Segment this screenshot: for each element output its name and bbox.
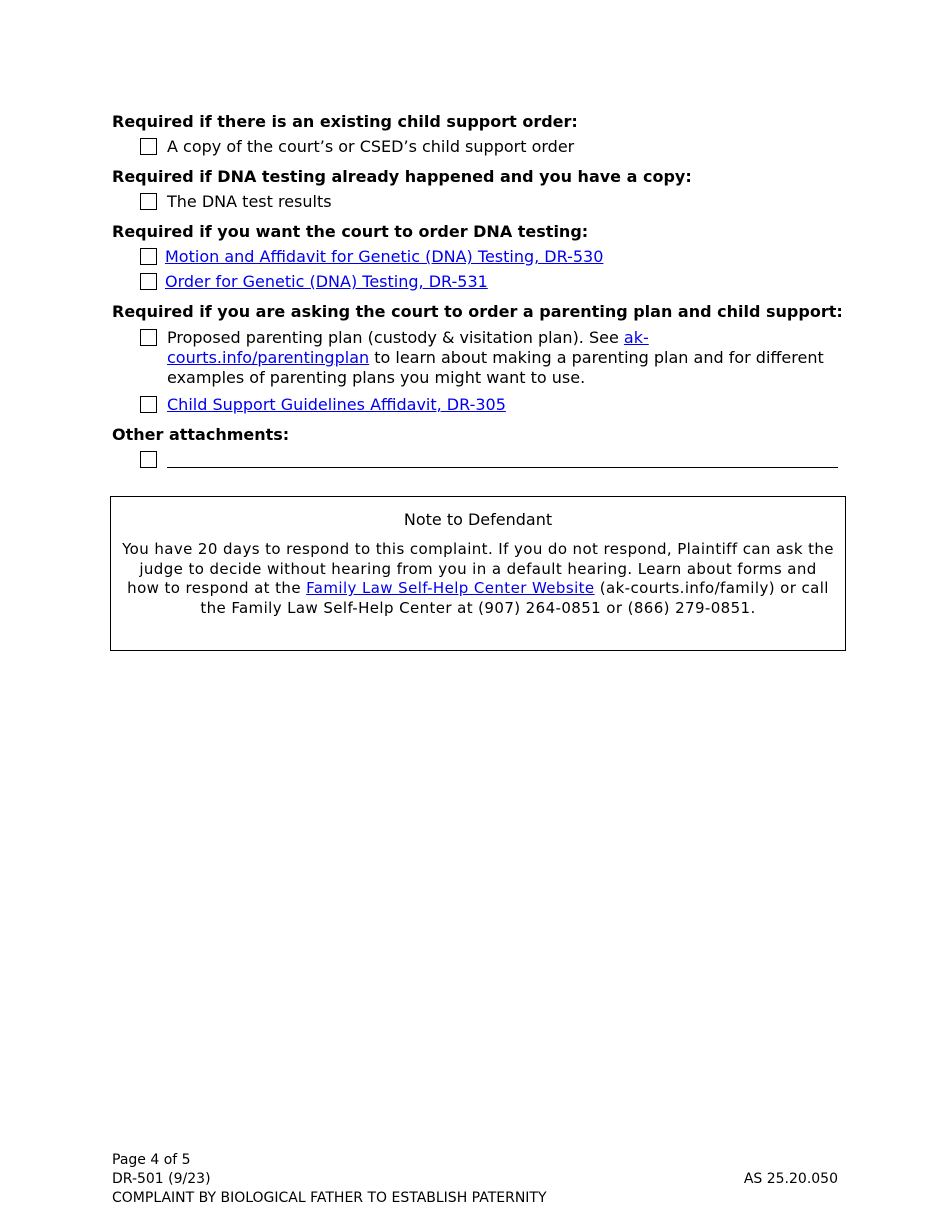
checkbox-dr530[interactable] bbox=[140, 248, 157, 265]
item-label: A copy of the court’s or CSED’s child support order bbox=[167, 137, 575, 156]
link-dr305[interactable]: Child Support Guidelines Affidavit, DR-305 bbox=[167, 395, 506, 414]
checkbox-dr305[interactable] bbox=[140, 396, 157, 413]
section-heading-dna-done: Required if DNA testing already happened and you have a copy: bbox=[112, 167, 692, 186]
item-text-before: Proposed parenting plan (custody & visitation plan). See bbox=[167, 328, 624, 347]
note-to-defendant-box bbox=[110, 496, 846, 651]
link-dr530[interactable]: Motion and Affidavit for Genetic (DNA) Testing, DR-530 bbox=[165, 247, 604, 266]
note-text-after: (ak-courts.info/family) or call the Family Law Self-Help Center at (907) 264-0851 or (866) 279-0851. bbox=[200, 579, 829, 617]
section-heading-dna-order: Required if you want the court to order DNA testing: bbox=[112, 222, 589, 241]
checkbox-dr531[interactable] bbox=[140, 273, 157, 290]
checkbox-support-order[interactable] bbox=[140, 138, 157, 155]
other-attachment-line[interactable] bbox=[167, 467, 838, 468]
checkbox-parenting-plan[interactable] bbox=[140, 329, 157, 346]
note-text-before: You have 20 days to respond to this complaint. If you do not respond, Plaintiff can ask the judge to decide without hearing from you in a default hearing. Learn about forms and how to respond at the bbox=[122, 540, 834, 598]
link-dr531[interactable]: Order for Genetic (DNA) Testing, DR-531 bbox=[165, 272, 488, 291]
statute-reference: AS 25.20.050 bbox=[743, 1171, 838, 1187]
checkbox-other[interactable] bbox=[140, 451, 157, 468]
item-label: The DNA test results bbox=[167, 192, 332, 211]
note-body bbox=[121, 540, 835, 618]
form-title: COMPLAINT BY BIOLOGICAL FATHER TO ESTABLISH PATERNITY bbox=[112, 1190, 547, 1206]
checkbox-dna-results[interactable] bbox=[140, 193, 157, 210]
item-text-after: to learn about making a parenting plan and for different examples of parenting plans you might want to use. bbox=[167, 348, 824, 387]
section-heading-other: Other attachments: bbox=[112, 425, 290, 444]
note-title: Note to Defendant bbox=[403, 510, 553, 529]
page-number: Page 4 of 5 bbox=[112, 1152, 191, 1168]
link-self-help-center[interactable]: Family Law Self-Help Center Website bbox=[306, 579, 595, 598]
link-parentingplan[interactable]: ak-courts.info/parentingplan bbox=[167, 328, 649, 367]
section-heading-existing-order: Required if there is an existing child support order: bbox=[112, 112, 578, 131]
item-label bbox=[167, 328, 839, 388]
section-heading-parenting-plan: Required if you are asking the court to order a parenting plan and child support: bbox=[112, 302, 843, 321]
form-number: DR-501 (9/23) bbox=[112, 1171, 211, 1187]
